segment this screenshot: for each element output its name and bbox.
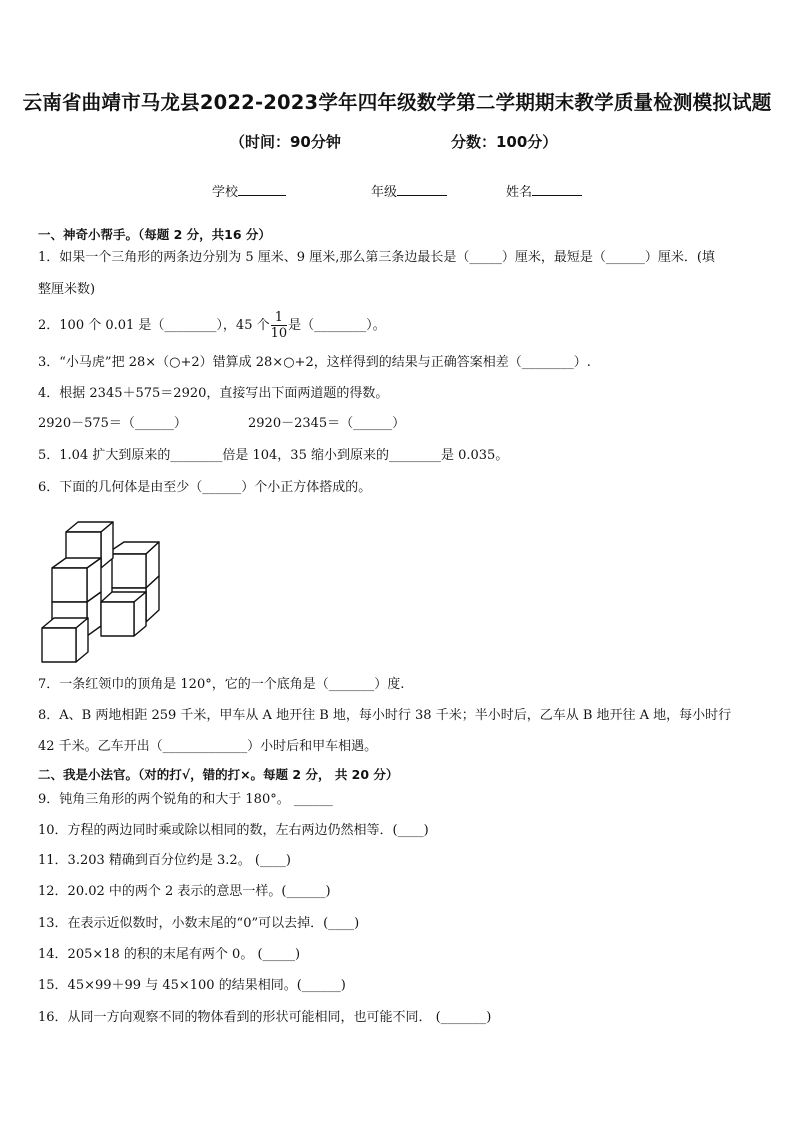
school-field [212, 181, 286, 200]
fraction-denominator: 10 [270, 326, 288, 341]
grade-blank[interactable] [397, 183, 447, 196]
question-1-line-1: 1．如果一个三角形的两条边分别为 5 厘米、9 厘米,那么第三条边最长是（_____）厘米，最短是（______）厘米．(填 [38, 250, 715, 265]
name-blank[interactable] [532, 183, 582, 196]
fraction-numerator: 1 [271, 310, 288, 326]
question-2-prefix: 2．100 个 0.01 是（________），45 个 [38, 318, 270, 333]
question-8-line-2: 42 千米。乙车开出（_____________）小时后和甲车相遇。 [38, 739, 378, 754]
question-6: 6．下面的几何体是由至少（______）个小正方体搭成的。 [38, 480, 372, 495]
question-15: 15．45×99＋99 与 45×100 的结果相同。(______) [38, 978, 346, 993]
question-9: 9．钝角三角形的两个锐角的和大于 180°。 ______ [38, 792, 333, 807]
question-8-line-1: 8．A、B 两地相距 259 千米，甲车从 A 地开往 B 地，每小时行 38 千米；半小时后，乙车从 B 地开往 A 地，每小时行 [38, 708, 732, 723]
question-14: 14．205×18 的积的末尾有两个 0。 (_____) [38, 947, 301, 962]
section-1-heading: 一、神奇小帮手。（每题 2 分，共16 分） [38, 227, 271, 242]
question-1-line-2: 整厘米数) [38, 282, 96, 297]
grade-field [371, 181, 447, 200]
question-11: 11．3.203 精确到百分位约是 3.2。 (____) [38, 853, 291, 868]
cube-stack-figure [40, 520, 170, 665]
name-field [506, 181, 582, 200]
exam-time: （时间：90分钟 [230, 133, 341, 151]
grade-label: 年级 [371, 185, 398, 200]
name-label: 姓名 [506, 185, 533, 200]
page-title: 云南省曲靖市马龙县2022-2023学年四年级数学第二学期期末教学质量检测模拟试题 [22, 91, 772, 114]
question-13: 13．在表示近似数时，小数末尾的“0”可以去掉．(____) [38, 916, 360, 931]
question-5: 5．1.04 扩大到原来的________倍是 104，35 缩小到原来的________是 0.035。 [38, 448, 509, 463]
question-16: 16．从同一方向观察不同的物体看到的形状可能相同，也可能不同． (_______) [38, 1010, 492, 1025]
question-4b: 2920－2345＝（______） [248, 416, 406, 431]
question-2 [38, 310, 386, 341]
question-2-suffix: 是（________）。 [288, 318, 386, 333]
school-label: 学校 [212, 185, 239, 200]
question-3: 3．“小马虎”把 28×（○+2）错算成 28×○+2，这样得到的结果与正确答案相差（________）. [38, 355, 591, 370]
question-4: 4．根据 2345＋575＝2920，直接写出下面两道题的得数。 [38, 386, 389, 401]
exam-score: 分数：100分） [451, 133, 558, 151]
school-blank[interactable] [238, 183, 286, 196]
section-2-heading: 二、我是小法官。（对的打√，错的打×。每题 2 分， 共 20 分） [38, 767, 399, 782]
question-12: 12．20.02 中的两个 2 表示的意思一样。(______) [38, 884, 331, 899]
question-4a: 2920－575＝（______） [38, 416, 187, 431]
question-10: 10．方程的两边同时乘或除以相同的数，左右两边仍然相等．(____) [38, 823, 429, 838]
question-7: 7．一条红领巾的顶角是 120°，它的一个底角是（_______）度. [38, 677, 405, 692]
fraction-one-tenth [271, 310, 288, 341]
